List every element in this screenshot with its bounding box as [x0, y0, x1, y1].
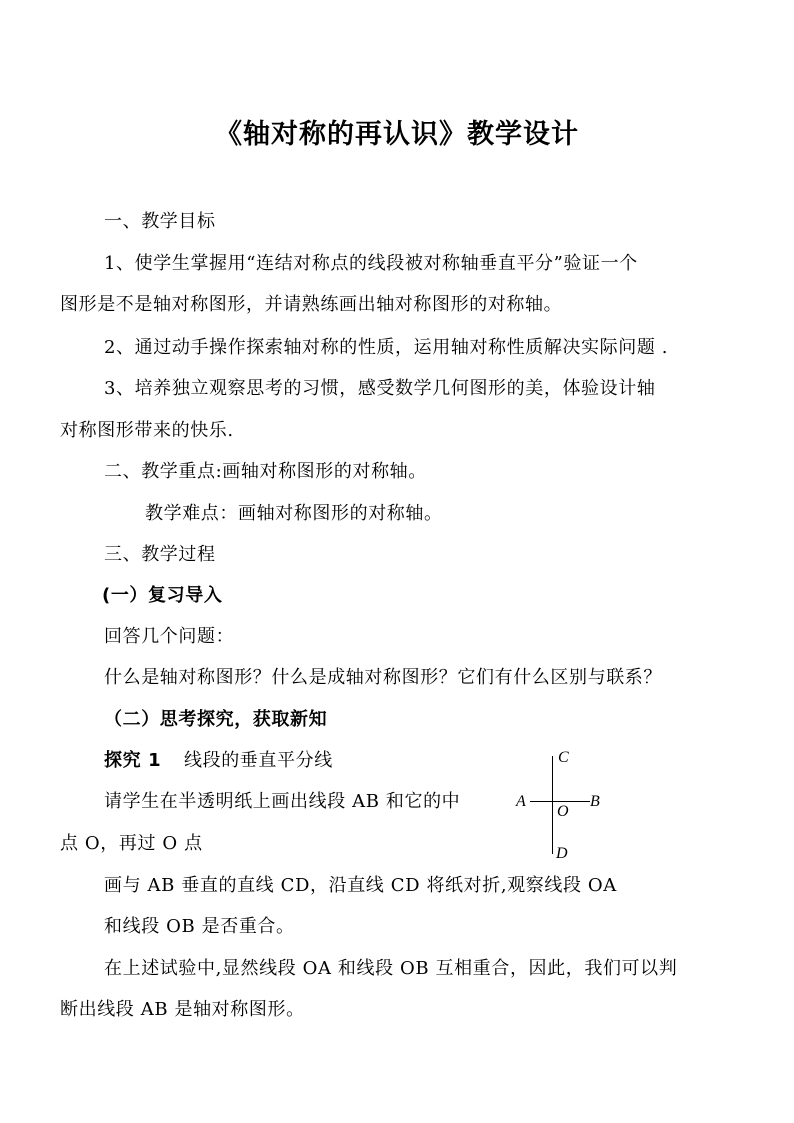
goal-1-line-2: 图形是不是轴对称图形，并请熟练画出轴对称图形的对称轴。 [60, 294, 563, 315]
key-point: 二、教学重点:画轴对称图形的对称轴。 [104, 461, 427, 482]
explore-1-paragraph-2-line-2: 和线段 OB 是否重合。 [104, 916, 295, 937]
explore-1-paragraph-3-line-1: 在上述试验中,显然线段 OA 和线段 OB 互相重合，因此，我们可以判 [104, 958, 678, 979]
point-d-label: D [556, 845, 568, 862]
point-o-label: O [557, 803, 569, 820]
explore-1-paragraph-1-line-2: 点 O，再过 O 点 [60, 833, 203, 854]
line-cd [552, 756, 553, 854]
goal-3-line-2: 对称图形带来的快乐. [60, 420, 234, 441]
part-1-heading: (一）复习导入 [102, 585, 223, 606]
difficult-point: 教学难点：画轴对称图形的对称轴。 [145, 503, 443, 524]
part-1-intro: 回答几个问题： [104, 626, 235, 647]
part-1-question: 什么是轴对称图形？什么是成轴对称图形？它们有什么区别与联系？ [104, 667, 662, 688]
point-b-label: B [590, 793, 600, 810]
explore-1-title: 线段的垂直平分线 [184, 750, 333, 771]
point-c-label: C [558, 749, 569, 766]
explore-1-paragraph-3-line-2: 断出线段 AB 是轴对称图形。 [60, 999, 305, 1020]
explore-1-paragraph-2-line-1: 画与 AB 垂直的直线 CD，沿直线 CD 将纸对折,观察线段 OA [104, 875, 617, 896]
goal-1-line-1: 1、使学生掌握用“连结对称点的线段被对称轴垂直平分”验证一个 [104, 253, 638, 274]
point-a-label: A [516, 793, 526, 810]
process-heading: 三、教学过程 [104, 544, 216, 565]
explore-1-paragraph-1-line-1: 请学生在半透明纸上画出线段 AB 和它的中 [104, 791, 461, 812]
part-2-heading: （二）思考探究，获取新知 [104, 709, 328, 730]
goal-2: 2、通过动手操作探索轴对称的性质，运用轴对称性质解决实际问题 . [104, 337, 669, 358]
goals-heading: 一、教学目标 [104, 211, 216, 232]
goal-3-line-1: 3、培养独立观察思考的习惯，感受数学几何图形的美，体验设计轴 [104, 378, 656, 399]
segment-ab [530, 801, 590, 802]
explore-1-label: 探究 1 [104, 750, 162, 771]
document-title: 《轴对称的再认识》教学设计 [215, 119, 579, 150]
